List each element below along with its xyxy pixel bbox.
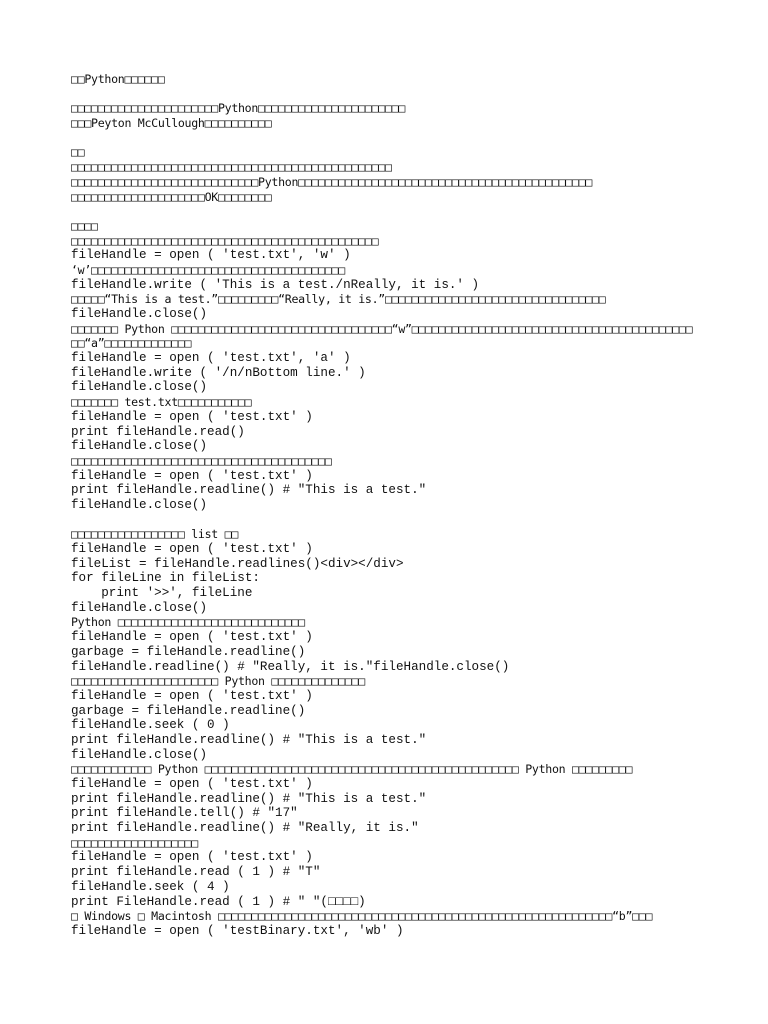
code-line: fileHandle = open ( 'test.txt', 'a' ) [71, 351, 351, 366]
text-line: □□□□□□□□□□□□□□□□□□□□□□□□□□□□□□□□□□□□□□□□□□□□□□□□ [71, 160, 392, 175]
text-line: □□□□□□□□□□□□□□□□□□□□□□□□□□□□□□□□□□□□□□□ [71, 453, 332, 468]
text-line: □ Windows □ Macintosh □□□□□□□□□□□□□□□□□□□□□□□□□□□□□□□□□□□□□□□□□□□□□□□□□□□□□□□□□□□“b”□□□ [71, 909, 653, 924]
text-line: □□ [71, 145, 85, 160]
text-line: □□□□ [71, 218, 98, 233]
code-line: fileList = fileHandle.readlines()<div></div> [71, 556, 404, 571]
text-line: □□□□□□□ Python □□□□□□□□□□□□□□□□□□□□□□□□□□□□□□□□□“w”□□□□□□□□□□□□□□□□□□□□□□□□□□□□□□□□□□□□□□□□□□ [71, 321, 693, 336]
code-line: garbage = fileHandle.readline() [71, 644, 306, 659]
text-line: □□Python□□□□□□ [71, 72, 165, 86]
code-line: print fileHandle.readline() # "Really, it is." [71, 821, 419, 836]
code-line: fileHandle.readline() # "Really, it is."fileHandle.close() [71, 659, 510, 674]
code-line: fileHandle = open ( 'testBinary.txt', 'wb' ) [71, 923, 404, 938]
text-line: Python □□□□□□□□□□□□□□□□□□□□□□□□□□□□ [71, 615, 305, 630]
code-line: fileHandle = open ( 'test.txt' ) [71, 850, 313, 865]
code-line: fileHandle.close() [71, 600, 208, 615]
document-page [71, 72, 731, 939]
blank-line [71, 204, 731, 219]
text-line: □□□□□□□□□□□□□□□□□□□□□□□□□□□□□□□□□□□□□□□□□□□□□□ [71, 233, 379, 248]
code-line: fileHandle.close() [71, 747, 208, 762]
text-line: □□□□□□□□□□□□□□□□□□□□□□ Python □□□□□□□□□□□□□□ [71, 674, 365, 689]
code-line: garbage = fileHandle.readline() [71, 703, 306, 718]
code-line: print fileHandle.readline() # "This is a test." [71, 791, 427, 806]
code-line: fileHandle = open ( 'test.txt' ) [71, 542, 313, 556]
text-line: □□□Peyton McCullough□□□□□□□□□□ [71, 116, 272, 131]
code-line: fileHandle.close() [71, 497, 208, 512]
code-line: for fileLine in fileList: [71, 571, 260, 586]
code-line: fileHandle = open ( 'test.txt' ) [71, 630, 313, 645]
text-line: □□□□□□□□□□□□□□□□□□□□OK□□□□□□□□ [71, 189, 272, 204]
code-line: fileHandle = open ( 'test.txt' ) [71, 777, 313, 791]
code-line: fileHandle.close() [71, 439, 208, 454]
text-line: ‘w’□□□□□□□□□□□□□□□□□□□□□□□□□□□□□□□□□□□□□□ [71, 262, 345, 277]
code-line: print fileHandle.read ( 1 ) # "T" [71, 865, 321, 880]
text-line: □□□□□□□ test.txt□□□□□□□□□□□ [71, 395, 252, 410]
code-line: print fileHandle.readline() # "This is a test." [71, 732, 427, 747]
blank-line [71, 87, 731, 102]
code-line: print fileHandle.tell() # "17" [71, 806, 298, 821]
code-line: fileHandle.seek ( 4 ) [71, 879, 230, 894]
code-line: fileHandle.write ( '/n/nBottom line.' ) [71, 365, 366, 380]
code-line: fileHandle.seek ( 0 ) [71, 718, 230, 733]
code-line: print fileHandle.read() [71, 424, 245, 439]
code-line: fileHandle = open ( 'test.txt' ) [71, 468, 313, 483]
blank-line [71, 131, 731, 146]
text-line: □□□□□□□□□□□□ Python □□□□□□□□□□□□□□□□□□□□□□□□□□□□□□□□□□□□□□□□□□□□□□□ Python □□□□□□□□□ [71, 762, 633, 777]
text-line: □□□□□□□□□□□□□□□□□□□ [71, 835, 198, 850]
code-line: fileHandle = open ( 'test.txt' ) [71, 409, 313, 424]
code-line: fileHandle.close() [71, 307, 208, 321]
text-line: □□□□□□□□□□□□□□□□□ list □□ [71, 527, 239, 542]
code-line: fileHandle = open ( 'test.txt', 'w' ) [71, 248, 351, 263]
text-line: □□“a”□□□□□□□□□□□□□ [71, 336, 192, 351]
code-line: fileHandle.close() [71, 380, 208, 395]
code-line: fileHandle.write ( 'This is a test./nReally, it is.' ) [71, 277, 480, 292]
text-line: □□□□□“This is a test.”□□□□□□□□□“Really, it is.”□□□□□□□□□□□□□□□□□□□□□□□□□□□□□□□□□ [71, 292, 606, 307]
code-line: fileHandle = open ( 'test.txt' ) [71, 688, 313, 703]
text-line: □□□□□□□□□□□□□□□□□□□□□□Python□□□□□□□□□□□□□□□□□□□□□□ [71, 101, 406, 116]
code-line: print FileHandle.read ( 1 ) # " "(□□□□) [71, 894, 366, 909]
code-line: print fileHandle.readline() # "This is a test." [71, 483, 427, 498]
blank-line [71, 513, 731, 528]
code-line: print '>>', fileLine [71, 586, 253, 601]
text-line: □□□□□□□□□□□□□□□□□□□□□□□□□□□□Python□□□□□□□□□□□□□□□□□□□□□□□□□□□□□□□□□□□□□□□□□□□□ [71, 174, 593, 189]
